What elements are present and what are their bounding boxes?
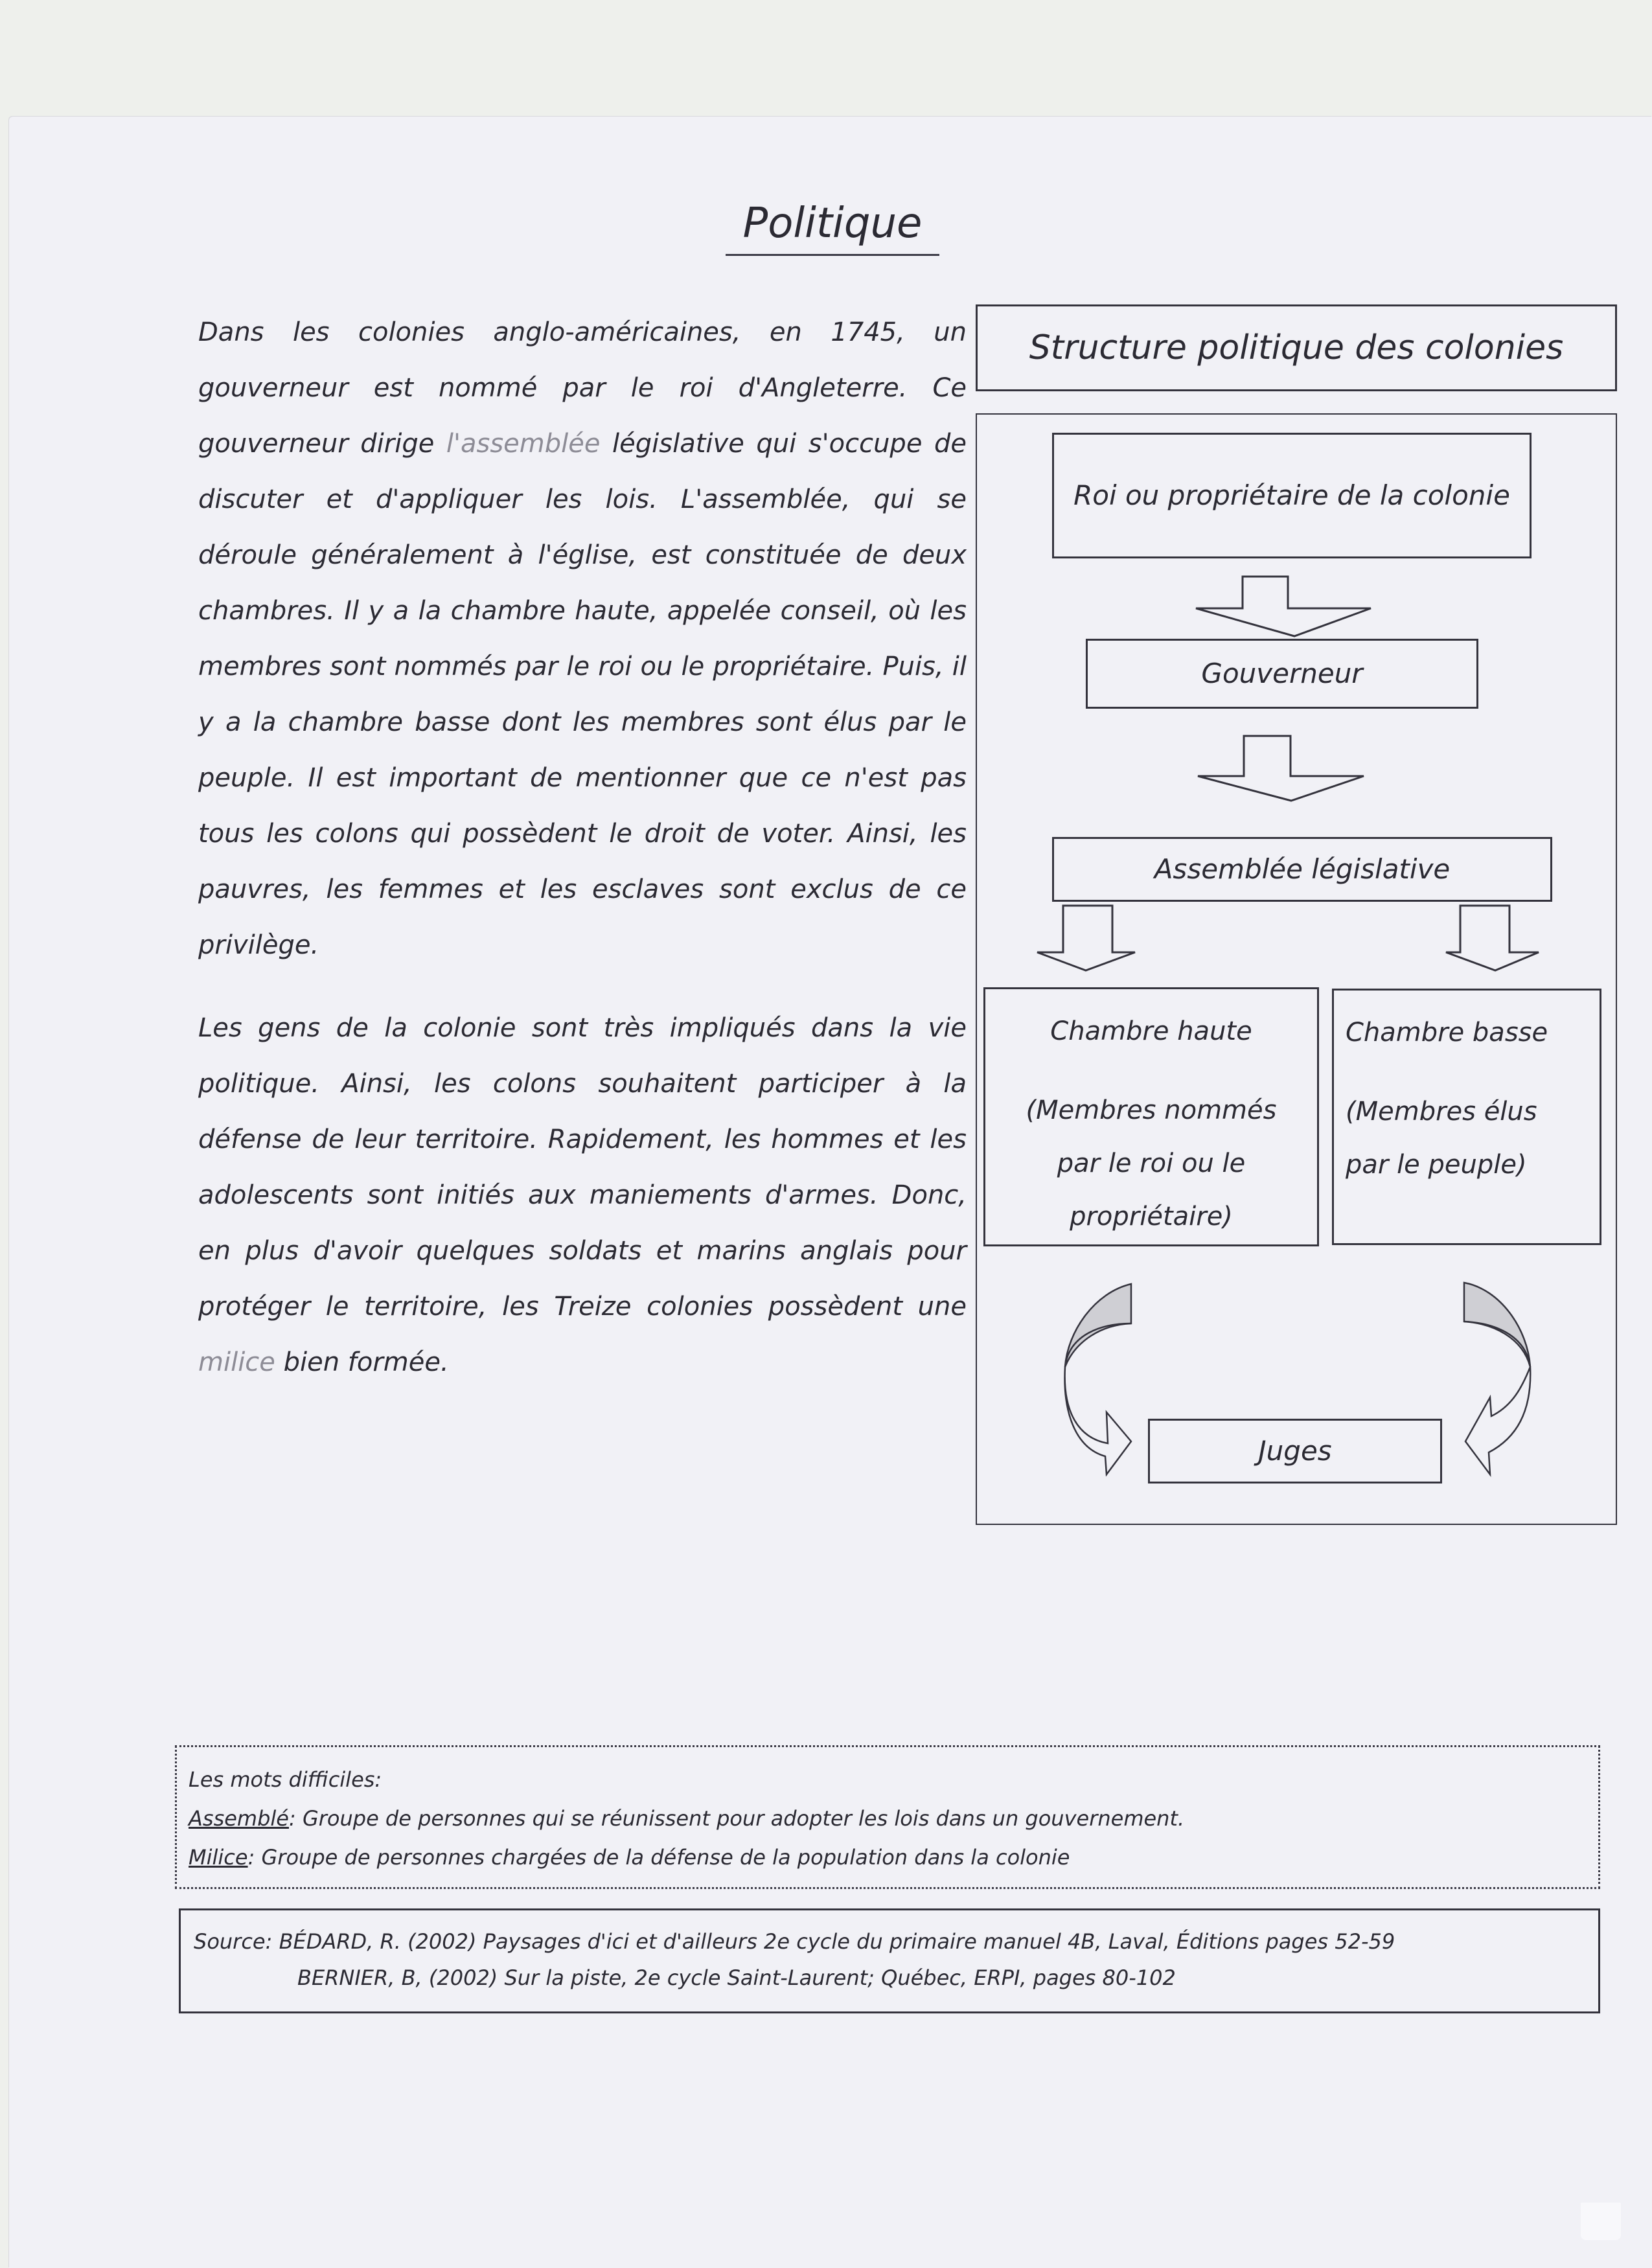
glossary-box bbox=[175, 1745, 1600, 1889]
term-assemblee: l'assemblée bbox=[446, 429, 601, 459]
diagram-frame bbox=[976, 413, 1617, 1525]
node-juges: Juges bbox=[1148, 1419, 1442, 1483]
paragraph-2-end: bien formée. bbox=[275, 1347, 449, 1377]
node-gouverneur: Gouverneur bbox=[1086, 639, 1478, 709]
chambre-haute-detail: (Membres nommés par le roi ou le propriétaire) bbox=[1026, 1095, 1277, 1231]
paragraph-1 bbox=[198, 304, 967, 973]
source-label: Source: bbox=[194, 1929, 273, 1954]
glossary-entry bbox=[189, 1799, 1587, 1838]
term-milice: milice bbox=[198, 1347, 275, 1377]
diagram-title: Structure politique des colonies bbox=[976, 304, 1617, 391]
glossary-word: Assemblé bbox=[189, 1806, 289, 1831]
node-roi-proprietaire: Roi ou propriétaire de la colonie bbox=[1052, 433, 1532, 558]
paragraph-2-start: Les gens de la colonie sont très impliqués dans la vie politique. Ainsi, les colons souhaitent participer à la défense de leur territoire. Rapidement, les hommes et les adolescents sont initiés aux maniements d'armes. Donc, en plus d'avoir quelques soldats et marins anglais pour protéger le territoire, les Treize colonies possèdent une bbox=[198, 1013, 967, 1322]
glossary-entry bbox=[189, 1838, 1587, 1877]
paragraph-1-end: législative qui s'occupe de discuter et d'appliquer les lois. L'assemblée, qui se déroule généralement à l'église, est constituée de deux chambres. Il y a la chambre haute, appelée conseil, où les membres sont nommés par le roi ou le propriétaire. Puis, il y a la chambre basse dont les membres sont élus par le peuple. Il est important de mentionner que ce n'est pas tous les colons qui possèdent le droit de voter. Ainsi, les pauvres, les femmes et les esclaves sont exclus de ce privilège. bbox=[198, 429, 967, 960]
node-chambre-basse bbox=[1332, 989, 1601, 1245]
scan-artifact bbox=[1581, 2203, 1621, 2240]
glossary-definition: : Groupe de personnes qui se réunissent pour adopter les lois dans un gouvernement. bbox=[288, 1806, 1185, 1831]
source-line-2: BERNIER, B, (2002) Sur la piste, 2e cycle Saint-Laurent; Québec, ERPI, pages 80-102 bbox=[297, 1965, 1176, 1990]
page-title: Politique bbox=[726, 194, 939, 256]
node-chambre-haute bbox=[983, 987, 1319, 1246]
paragraph-1-start: Dans les colonies anglo-américaines, en 1745, un gouverneur est nommé par le roi d'Angleterre. Ce gouverneur dirige bbox=[198, 317, 967, 459]
glossary-definition: : Groupe de personnes chargées de la défense de la population dans la colonie bbox=[247, 1845, 1070, 1870]
chambre-haute-label: Chambre haute bbox=[1050, 1016, 1252, 1046]
glossary-heading: Les mots difficiles: bbox=[189, 1767, 382, 1792]
paragraph-2 bbox=[198, 1000, 967, 1390]
node-assemblee-legislative: Assemblée législative bbox=[1052, 837, 1552, 902]
source-line-1 bbox=[194, 1923, 1585, 1960]
glossary-word: Milice bbox=[189, 1845, 248, 1870]
source-citation-1: BÉDARD, R. (2002) Paysages d'ici et d'ailleurs 2e cycle du primaire manuel 4B, Laval, Éditions pages 52-59 bbox=[279, 1929, 1395, 1954]
chambre-basse-label: Chambre basse bbox=[1346, 1018, 1548, 1048]
source-box bbox=[179, 1908, 1600, 2013]
body-text bbox=[198, 304, 967, 1417]
chambre-basse-detail: (Membres élus par le peuple) bbox=[1346, 1097, 1537, 1180]
